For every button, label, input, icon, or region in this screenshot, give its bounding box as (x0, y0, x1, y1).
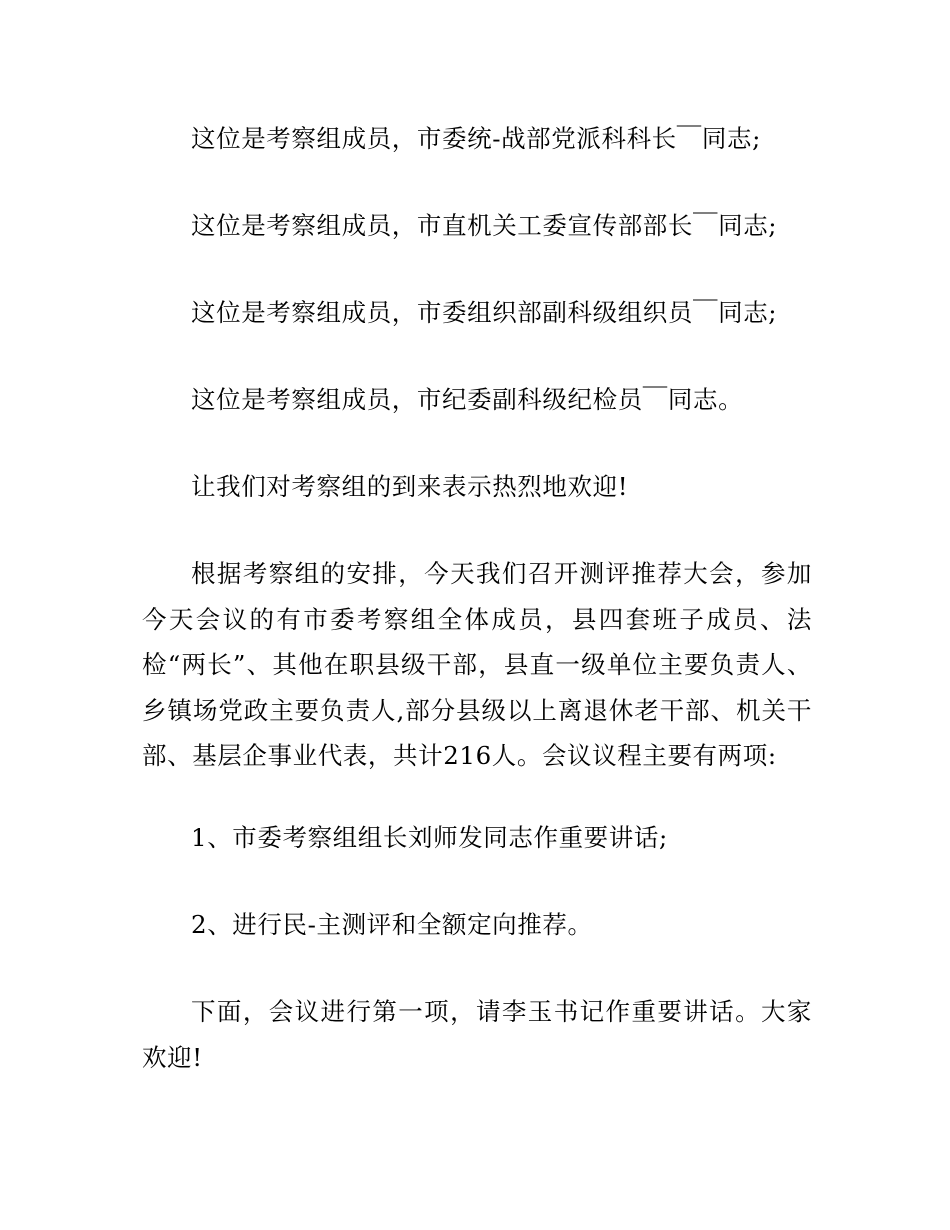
paragraph-agenda-item-1: 1、市委考察组组长刘师发同志作重要讲话; (191, 823, 668, 852)
paragraph-member-publicity: 这位是考察组成员，市直机关工委宣传部部长￣同志; (191, 211, 778, 240)
paragraph-first-item-intro: 下面，会议进行第一项，请李玉书记作重要讲话。大家欢迎! (142, 997, 812, 1072)
paragraph-member-discipline: 这位是考察组成员，市纪委副科级纪检员￣同志。 (191, 385, 744, 414)
paragraph-member-united-front: 这位是考察组成员，市委统-战部党派科科长￣同志; (191, 124, 761, 153)
paragraph-welcome: 让我们对考察组的到来表示热烈地欢迎! (191, 472, 629, 501)
paragraph-agenda-item-2: 2、进行民-主测评和全额定向推荐。 (191, 910, 593, 939)
paragraph-meeting-overview: 根据考察组的安排，今天我们召开测评推荐大会，参加今天会议的有市委考察组全体成员，县四套班子成员、法检“两长”、其他在职县级干部，县直一级单位主要负责人、乡镇场党政主要负责人,部分县级以上离退休老干部、机关干部、基层企事业代表，共计216人。会议议程主要有两项: (142, 559, 812, 770)
paragraph-member-organization: 这位是考察组成员，市委组织部副科级组织员￣同志; (191, 298, 778, 327)
